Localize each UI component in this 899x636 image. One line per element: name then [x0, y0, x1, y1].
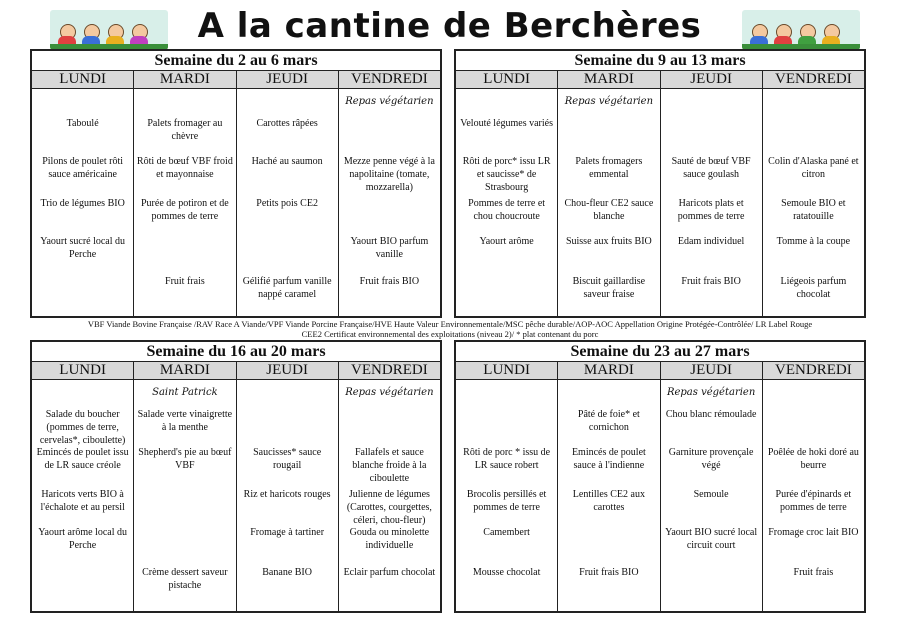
- day-header: JEUDI: [661, 71, 763, 88]
- day-column: [661, 89, 763, 316]
- day-header-row: [32, 362, 440, 380]
- special-meal-label: Repas végétarien: [345, 387, 434, 398]
- day-header: LUNDI: [32, 71, 134, 88]
- menu-item: Shepherd's pie au bœuf VBF: [138, 447, 232, 471]
- menu-item: Yaourt sucré local du Perche: [40, 236, 126, 260]
- day-header-row: [32, 71, 440, 89]
- week-block-1: [30, 49, 442, 318]
- menu-item: Haché au saumon: [251, 156, 323, 167]
- week-title: Semaine du 23 au 27 mars: [456, 342, 864, 362]
- day-column: [456, 380, 558, 611]
- menu-item: Brocolis persillés et pommes de terre: [466, 489, 547, 513]
- menu-item: Mezze penne végé à la napolitaine (tomate, mozzarella): [343, 156, 435, 193]
- week-block-3: [30, 340, 442, 613]
- day-header: JEUDI: [237, 362, 339, 379]
- menu-item: Poêlée de hoki doré au beurre: [767, 447, 859, 471]
- legend-line-1: VBF Viande Bovine Française /RAV Race A Viande/VPF Viande Porcine Française/HVE Haute Valeur Environnementale/MSC pêche durable/AOP-AOC Appellation Origine Protégée-Contrôlée/ LR Label Rouge: [87, 319, 813, 329]
- day-column: [661, 380, 763, 611]
- week-title: Semaine du 16 au 20 mars: [32, 342, 440, 362]
- menu-item: Pilons de poulet rôti sauce américaine: [42, 156, 124, 180]
- menu-item: Lentilles CE2 aux carottes: [572, 489, 645, 513]
- menu-grid: [32, 89, 440, 316]
- day-header: VENDREDI: [775, 362, 852, 378]
- menu-item: Fruit frais: [165, 276, 205, 287]
- menu-item: Palets fromagers emmental: [575, 156, 643, 180]
- menu-item: Camembert: [483, 527, 530, 538]
- menu-item: Salade du boucher (pommes de terre, cervelas*, ciboulette): [39, 409, 126, 446]
- week-title: Semaine du 9 au 13 mars: [456, 51, 864, 71]
- day-header: MARDI: [558, 71, 660, 88]
- menu-item: Fromage à tartiner: [250, 527, 325, 538]
- day-column: [237, 89, 339, 316]
- menu-item: Velouté légumes variés: [460, 118, 553, 129]
- menu-item: Saucisses* sauce rougail: [253, 447, 322, 471]
- day-header: VENDREDI: [351, 71, 428, 87]
- special-meal-label: Repas végétarien: [345, 96, 434, 107]
- menu-item: Gouda ou minolette individuelle: [349, 527, 430, 551]
- menu-item: Fruit frais BIO: [681, 276, 741, 287]
- menu-item: Garniture provençale végé: [668, 447, 754, 471]
- week-block-4: [454, 340, 866, 613]
- menu-item: Biscuit gaillardise saveur fraise: [572, 276, 646, 300]
- menu-item: Pommes de terre et chou choucroute: [468, 198, 546, 222]
- menu-item: Eclair parfum chocolat: [343, 567, 436, 578]
- menu-item: Purée d'épinards et pommes de terre: [775, 489, 852, 513]
- day-header: MARDI: [134, 71, 236, 88]
- menu-item: Semoule BIO et ratatouille: [781, 198, 846, 222]
- menu-item: Chou blanc rémoulade: [665, 409, 757, 420]
- menu-item: Palets fromager au chèvre: [147, 118, 223, 142]
- menu-item: Liégeois parfum chocolat: [780, 276, 847, 300]
- menu-item: Taboulé: [66, 118, 99, 129]
- menu-item: Carottes râpées: [256, 118, 318, 129]
- menu-item: Fallafels et sauce blanche froide à la ciboulette: [352, 447, 427, 484]
- menu-item: Riz et haricots rouges: [243, 489, 331, 500]
- menu-item: Sauté de bœuf VBF sauce goulash: [671, 156, 751, 180]
- menu-item: Fruit frais BIO: [579, 567, 639, 578]
- day-header: MARDI: [558, 362, 660, 379]
- menu-item: Petits pois CE2: [256, 198, 318, 209]
- day-column: [237, 380, 339, 611]
- special-meal-label: Repas végétarien: [666, 387, 756, 398]
- day-column: [558, 89, 660, 316]
- day-column: [763, 89, 864, 316]
- day-column: [32, 380, 134, 611]
- special-meal-label: Repas végétarien: [564, 96, 654, 107]
- menu-item: Emincés de poulet issu de LR sauce créole: [36, 447, 129, 471]
- menu-item: Rôti de porc* issu LR et saucisse* de Strasbourg: [462, 156, 551, 193]
- menu-item: Pâté de foie* et cornichon: [577, 409, 640, 433]
- menu-item: Gélifié parfum vanille nappé caramel: [242, 276, 332, 300]
- week-block-2: [454, 49, 866, 318]
- day-column: [339, 89, 440, 316]
- menu-item: Rôti de bœuf VBF froid et mayonnaise: [136, 156, 233, 180]
- menu-item: Banane BIO: [262, 567, 312, 578]
- day-header-row: [456, 71, 864, 89]
- menu-grid: [456, 89, 864, 316]
- menu-item: Fruit frais: [793, 567, 834, 578]
- menu-grid: [456, 380, 864, 611]
- menu-item: Mousse chocolat: [472, 567, 541, 578]
- day-header: LUNDI: [32, 362, 134, 379]
- menu-item: Haricots verts BIO à l'échalote et au persil: [40, 489, 125, 513]
- children-at-table-icon: [742, 10, 860, 50]
- menu-item: Fromage croc lait BIO: [768, 527, 859, 538]
- menu-item: Chou-fleur CE2 sauce blanche: [564, 198, 654, 222]
- menu-item: Julienne de légumes (Carottes, courgettes, céleri, chou-fleur): [346, 489, 432, 526]
- menu-item: Suisse aux fruits BIO: [565, 236, 652, 247]
- day-header: JEUDI: [237, 71, 339, 88]
- menu-item: Crème dessert saveur pistache: [142, 567, 228, 591]
- day-column: [558, 380, 660, 611]
- day-header: LUNDI: [456, 71, 558, 88]
- day-column: [339, 380, 440, 611]
- day-column: [32, 89, 134, 316]
- day-header: JEUDI: [661, 362, 763, 379]
- legend-line-2: CEE2 Certificat environnemental des exploitations (niveau 2)/ * plat contenant du porc: [301, 329, 599, 339]
- menu-item: Tomme à la coupe: [776, 236, 851, 247]
- menu-item: Yaourt BIO parfum vanille: [350, 236, 429, 260]
- menu-item: Rôti de porc * issu de LR sauce robert: [463, 447, 551, 471]
- menu-item: Emincés de poulet sauce à l'indienne: [571, 447, 646, 471]
- day-header: LUNDI: [456, 362, 558, 379]
- menu-item: Edam individuel: [677, 236, 745, 247]
- day-column: [134, 89, 236, 316]
- menu-item: Haricots plats et pommes de terre: [677, 198, 745, 222]
- week-title: Semaine du 2 au 6 mars: [32, 51, 440, 71]
- day-column: [134, 380, 236, 611]
- day-column: [456, 89, 558, 316]
- menu-item: Trio de légumes BIO: [40, 198, 125, 209]
- special-meal-label: Saint Patrick: [152, 387, 218, 398]
- menu-item: Yaourt arôme local du Perche: [38, 527, 127, 551]
- day-column: [763, 380, 864, 611]
- day-header-row: [456, 362, 864, 380]
- legend: [30, 319, 870, 339]
- menu-item: Salade verte vinaigrette à la menthe: [137, 409, 233, 433]
- day-header: VENDREDI: [351, 362, 428, 378]
- menu-item: Fruit frais BIO: [359, 276, 420, 287]
- children-at-table-icon: [50, 10, 168, 50]
- menu-grid: [32, 380, 440, 611]
- day-header: VENDREDI: [775, 71, 852, 87]
- day-header: MARDI: [134, 362, 236, 379]
- menu-item: Yaourt arôme: [479, 236, 534, 247]
- menu-item: Purée de potiron et de pommes de terre: [141, 198, 229, 222]
- menu-item: Yaourt BIO sucré local circuit court: [665, 527, 758, 551]
- page-title: A la cantine de Berchères: [197, 6, 702, 46]
- menu-item: Colin d'Alaska pané et citron: [768, 156, 859, 180]
- menu-item: Semoule: [693, 489, 729, 500]
